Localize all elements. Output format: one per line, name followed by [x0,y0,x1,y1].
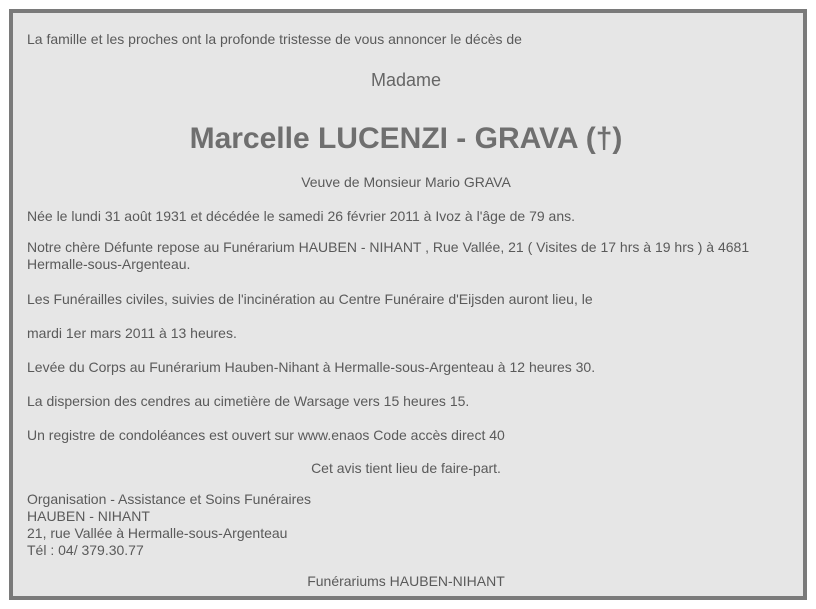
organisation-address: 21, rue Vallée à Hermalle-sous-Argenteau [27,525,288,541]
dispersion-text: La dispersion des cendres au cimetière de Warsage vers 15 heures 15. [27,393,470,409]
repose-text [27,239,785,273]
faire-part-text: Cet avis tient lieu de faire-part. [311,460,501,476]
repose-line-2: Hermalle-sous-Argenteau. [27,256,191,272]
widow-line: Veuve de Monsieur Mario GRAVA [301,174,511,190]
deceased-name: Marcelle LUCENZI - GRAVA (†) [189,122,623,155]
honorific: Madame [370,70,442,90]
birth-death-text: Née le lundi 31 août 1931 et décédée le samedi 26 février 2011 à Ivoz à l'âge de 79 ans. [27,208,576,224]
levee-text: Levée du Corps au Funérarium Hauben-Nihant à Hermalle-sous-Argenteau à 12 heures 30. [27,359,596,375]
funeral-text: Les Funérailles civiles, suivies de l'incinération au Centre Funéraire d'Eijsden auront lieu, le [27,291,593,307]
repose-line-1: Notre chère Défunte repose au Funérarium HAUBEN - NIHANT , Rue Vallée, 21 ( Visites de 17 hrs à 19 hrs ) à 4681 [27,239,750,255]
intro-text: La famille et les proches ont la profonde tristesse de vous annoncer le décès de [27,31,522,47]
signature: Funérariums HAUBEN-NIHANT [307,573,505,589]
organisation-phone: Tél : 04/ 379.30.77 [27,542,144,558]
notice-frame [9,9,807,600]
funeral-date: mardi 1er mars 2011 à 13 heures. [27,325,237,341]
organisation-line: Organisation - Assistance et Soins Funéraires [27,491,312,507]
register-text: Un registre de condoléances est ouvert sur www.enaos Code accès direct 40 [27,427,505,443]
organisation-company: HAUBEN - NIHANT [27,508,150,524]
organisation-block [27,491,311,559]
